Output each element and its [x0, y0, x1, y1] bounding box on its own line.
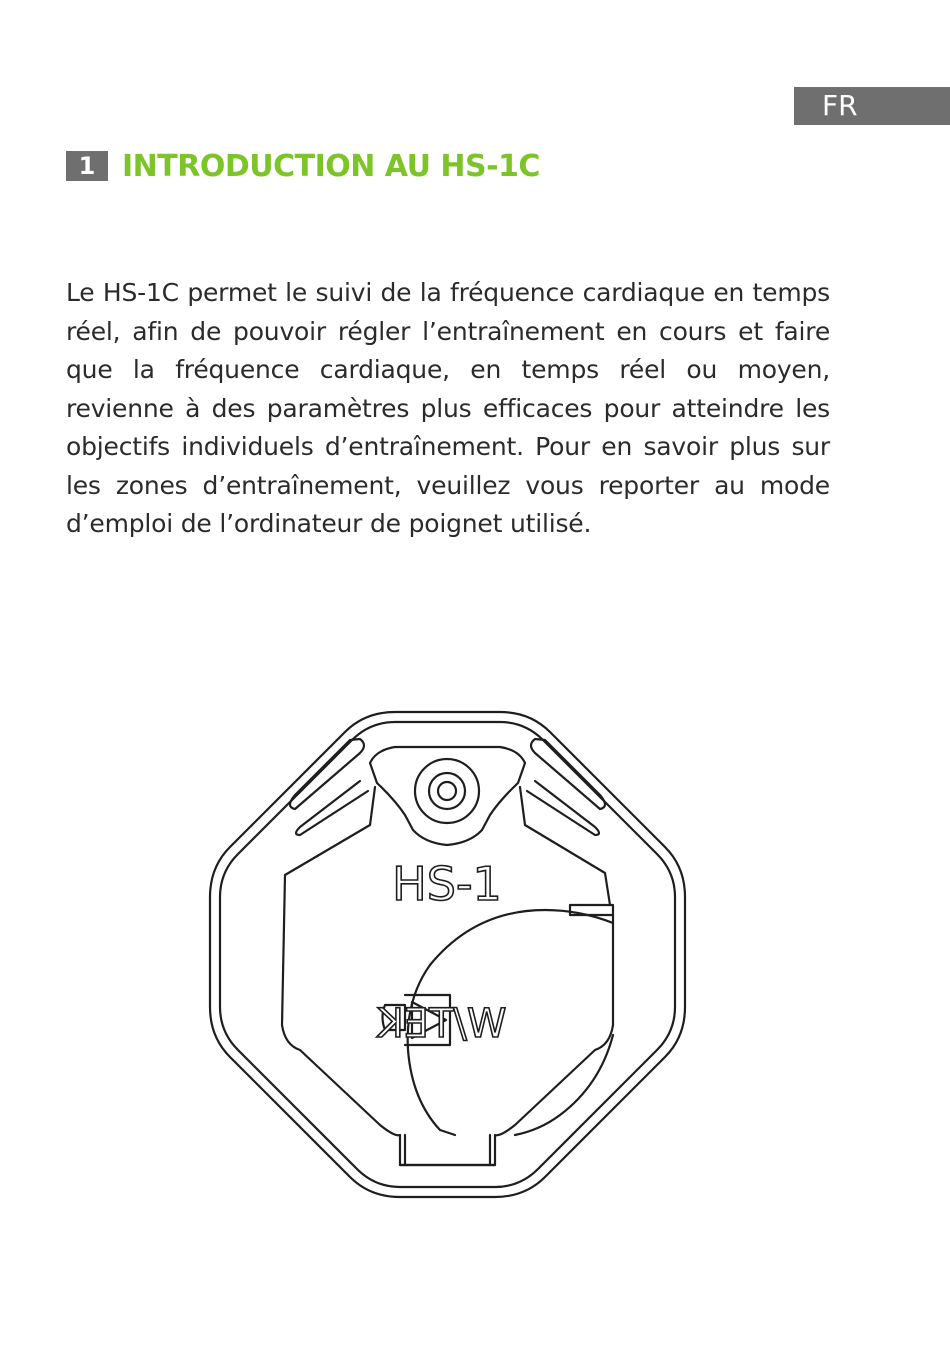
language-label: FR	[822, 89, 858, 122]
intro-paragraph: Le HS-1C permet le suivi de la fréquence cardiaque en temps réel, afin de pouvoir régler l’entraînement en cours et faire que la fréquence cardiaque, en temps réel ou moyen, revienne à des paramètres plus efficaces pour atteindre les objectifs individuels d’entraînement. Pour en savoir plus sur les zones d’entraînement, veuillez vous reporter au mode d’emploi de l’ordinateur de poignet utilisé.	[66, 278, 830, 538]
section-number: 1	[66, 151, 108, 181]
snap-button-inner	[438, 782, 456, 800]
section-title: INTRODUCTION AU HS-1C	[122, 148, 540, 184]
language-tab	[794, 87, 950, 125]
section-header	[66, 146, 540, 186]
snap-button-outer	[415, 759, 479, 823]
brand-logo: W/TEK	[377, 1001, 507, 1047]
hs1-sensor-drawing	[200, 705, 695, 1200]
housing-inner-rim	[220, 722, 675, 1187]
hs1-sensor-illustration	[200, 705, 695, 1200]
sensor-pad	[282, 787, 613, 1165]
snap-button-mid	[429, 773, 465, 809]
model-label: HS-1	[392, 857, 502, 911]
top-bridge	[370, 747, 525, 845]
